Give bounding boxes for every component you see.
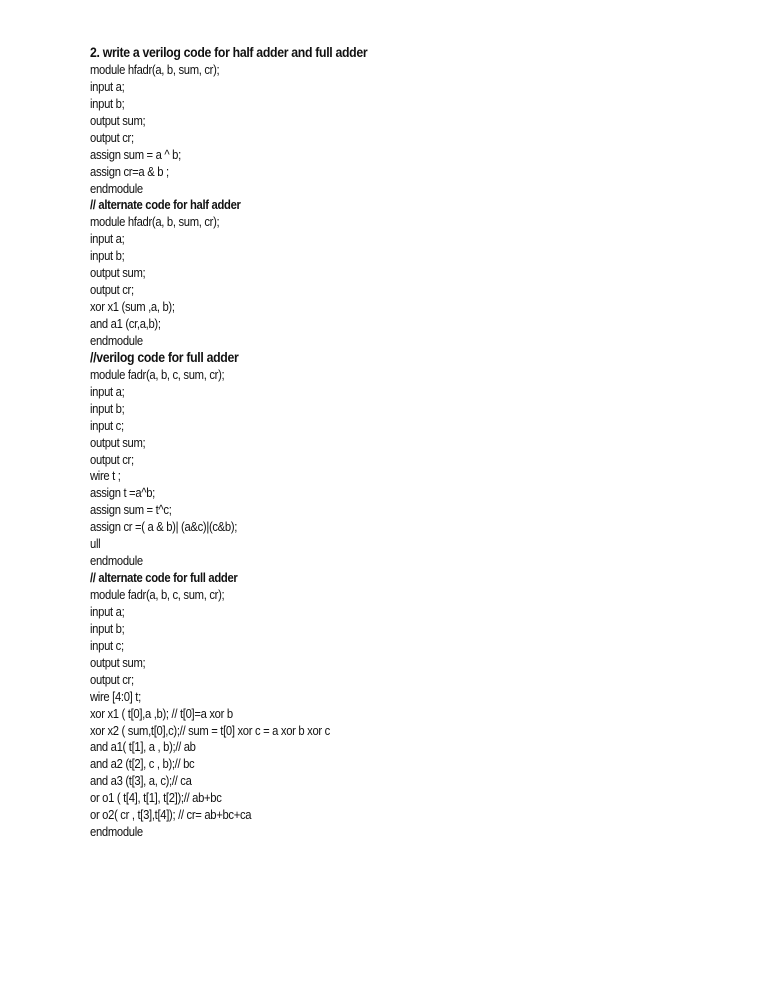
code-line: output sum; [90,655,146,670]
code-line: input b; [90,401,125,416]
code-line: input b; [90,621,125,636]
code-line: module fadr(a, b, c, sum, cr); [90,588,225,602]
code-line: endmodule [90,333,143,348]
code-line: wire t ; [90,469,121,484]
code-line: and a1 (cr,a,b); [90,317,161,331]
code-line: output cr; [90,130,134,145]
code-line: xor x1 (sum ,a, b); [90,300,175,315]
code-line: input b; [90,96,125,111]
code-line: xor x2 ( sum,t[0],c);// sum = t[0] xor c = a xor b xor c [90,723,330,738]
code-line: assign cr=a & b ; [90,164,169,179]
code-line: ull [90,537,101,552]
code-line: module fadr(a, b, c, sum, cr); [90,367,225,382]
code-line: module hfadr(a, b, sum, cr); [90,62,220,77]
section-heading: // alternate code for full adder [90,571,238,586]
code-line: or o2( cr , t[3],t[4]); // cr= ab+bc+ca [90,808,252,823]
code-line: endmodule [90,181,143,196]
code-line: output sum; [90,266,146,281]
code-line: assign t =a^b; [90,486,155,501]
code-line: and a3 (t[3], a, c);// ca [90,774,192,789]
code-line: output cr; [90,283,134,298]
document-page [90,45,730,841]
section-heading: 2. write a verilog code for half adder and full adder [90,45,368,60]
code-line: assign sum = a ^ b; [90,147,181,162]
code-line: endmodule [90,554,143,569]
code-line: endmodule [90,825,143,840]
code-line: module hfadr(a, b, sum, cr); [90,215,220,230]
code-line: input b; [90,249,125,264]
code-line: input a; [90,232,125,247]
code-line: or o1 ( t[4], t[1], t[2]);// ab+bc [90,791,222,806]
code-line: and a1( t[1], a , b);// ab [90,740,196,755]
code-line: output sum; [90,435,146,450]
code-line: output sum; [90,113,146,128]
code-line: and a2 (t[2], c , b);// bc [90,757,195,772]
code-line: xor x1 ( t[0],a ,b); // t[0]=a xor b [90,706,233,721]
code-line: input c; [90,638,124,653]
section-heading: //verilog code for full adder [90,349,239,365]
code-line: input c; [90,418,124,433]
code-line: assign cr =( a & b)| (a&c)|(c&b); [90,520,238,535]
code-line: input a; [90,79,125,94]
code-line: assign sum = t^c; [90,503,172,518]
code-line: wire [4:0] t; [90,689,141,704]
section-heading: // alternate code for half adder [90,198,241,213]
code-line: output cr; [90,672,134,687]
code-line: input a; [90,384,125,399]
code-line: output cr; [90,452,134,467]
code-line: input a; [90,604,125,619]
